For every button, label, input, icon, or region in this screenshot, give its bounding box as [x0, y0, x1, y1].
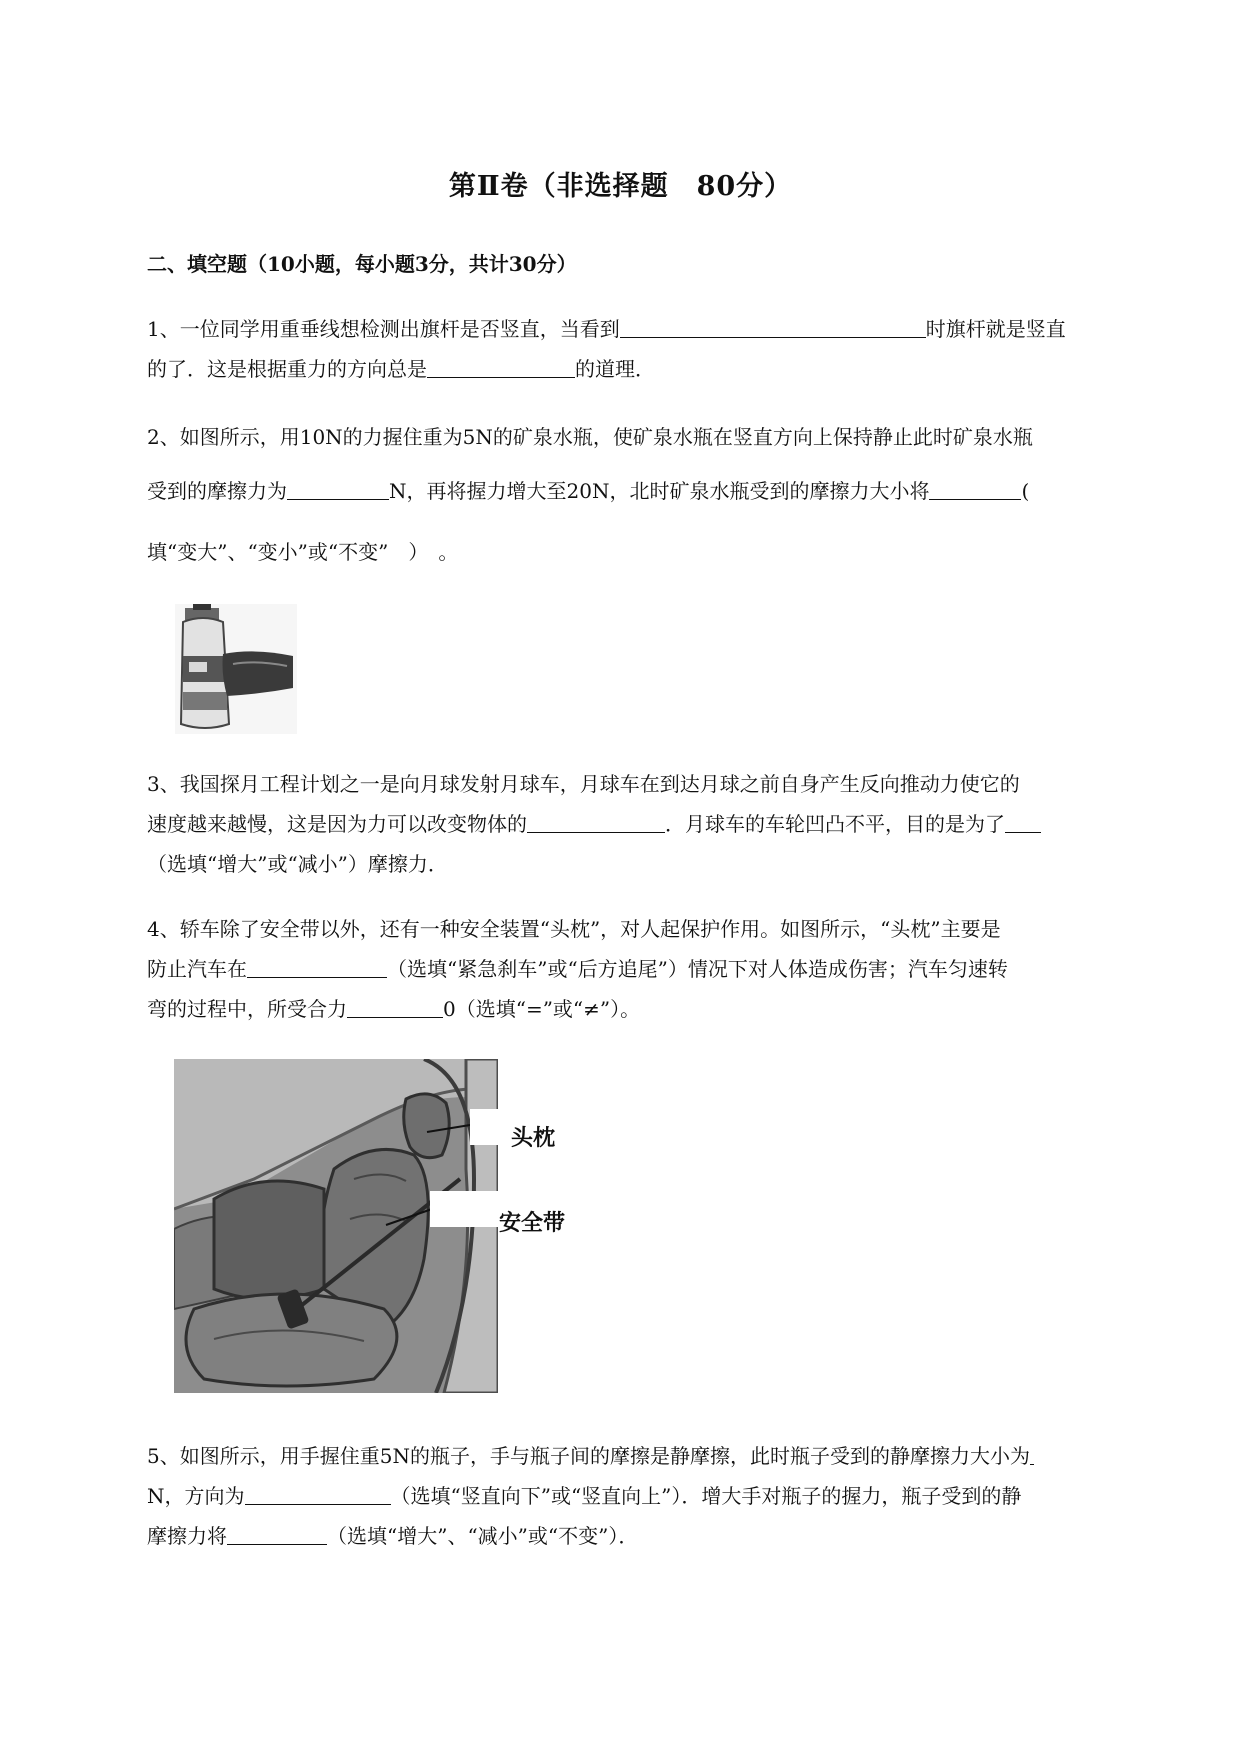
- q2-line-2: [147, 475, 1147, 504]
- q1-text: 时旗杆就是竖直: [925, 317, 1066, 341]
- q2-text: N，再将握力增大至20N，北时矿泉水瓶受到的摩擦力大小将: [389, 479, 930, 503]
- q4-text: 0（选填“=”或“≠”）。: [443, 997, 641, 1021]
- q3-text: 速度越来越慢，这是因为力可以改变物体的: [147, 812, 527, 836]
- seatbelt-label: 安全带: [499, 1211, 566, 1236]
- q4-text: 弯的过程中，所受合力: [147, 997, 347, 1021]
- q5-blank-3[interactable]: [227, 1522, 327, 1545]
- q5-blank-1[interactable]: [1030, 1442, 1034, 1465]
- q4-line-3: [147, 993, 1147, 1022]
- q5-text: （选填“增大”、“减小”或“不变”）．: [327, 1524, 639, 1548]
- q3-blank-2[interactable]: [1005, 810, 1041, 833]
- q3-line-3: （选填“增大”或“减小”）摩擦力．: [147, 852, 448, 876]
- q5-text: 5、如图所示，用手握住重5N的瓶子，手与瓶子间的摩擦是静摩擦，此时瓶子受到的静摩擦力大小为: [147, 1444, 1030, 1468]
- q2-blank-2[interactable]: [929, 477, 1021, 500]
- q1-line-1: [147, 313, 1147, 342]
- q1-blank-1[interactable]: [620, 315, 926, 338]
- q3-text: ．月球车的车轮凹凸不平，目的是为了: [665, 812, 1005, 836]
- q3-line-1: 3、我国探月工程计划之一是向月球发射月球车，月球车在到达月球之前自身产生反向推动力使它的: [147, 772, 1020, 796]
- q5-line-2: [147, 1480, 1147, 1509]
- car-seat-image: [174, 1059, 498, 1393]
- q4-blank-2[interactable]: [347, 995, 443, 1018]
- q1-line-2: [147, 353, 1147, 382]
- q5-text: N，方向为: [147, 1484, 245, 1508]
- q4-line-2: [147, 953, 1147, 982]
- q3-line-2: [147, 808, 1147, 837]
- paper-title: 第Ⅱ卷（非选择题 80分）: [448, 171, 793, 202]
- q1-blank-2[interactable]: [427, 355, 575, 378]
- q3-blank-1[interactable]: [527, 810, 665, 833]
- headrest-label: 头枕: [511, 1126, 556, 1151]
- q2-line-1: 2、如图所示，用10N的力握住重为5N的矿泉水瓶，使矿泉水瓶在竖直方向上保持静止此时矿泉水瓶: [147, 425, 1033, 449]
- q5-blank-2[interactable]: [245, 1482, 391, 1505]
- q5-line-3: [147, 1520, 1147, 1549]
- q1-text: 的了．这是根据重力的方向总是: [147, 357, 427, 381]
- q4-blank-1[interactable]: [247, 955, 387, 978]
- q2-text: 受到的摩擦力为: [147, 479, 287, 503]
- q4-text: （选填“紧急刹车”或“后方追尾”）情况下对人体造成伤害；汽车匀速转: [387, 957, 1008, 981]
- q2-text: (: [1021, 479, 1030, 503]
- q5-line-1: [147, 1440, 1147, 1469]
- q4-text: 防止汽车在: [147, 957, 247, 981]
- section-heading: 二、填空题（10小题，每小题3分，共计30分）: [147, 252, 577, 276]
- q5-text: （选填“竖直向下”或“竖直向上”）．增大手对瓶子的握力，瓶子受到的静: [390, 1484, 1022, 1508]
- q5-text: 摩擦力将: [147, 1524, 227, 1548]
- q2-blank-1[interactable]: [287, 477, 389, 500]
- q1-text: 的道理．: [575, 357, 655, 381]
- bottle-grip-image: [175, 604, 297, 734]
- q2-line-3: 填“变大”、“变小”或“不变” ） 。: [147, 540, 459, 564]
- q1-text: 1、一位同学用重垂线想检测出旗杆是否竖直，当看到: [147, 317, 620, 341]
- q4-line-1: 4、轿车除了安全带以外，还有一种安全装置“头枕”，对人起保护作用。如图所示，“头枕”主要是: [147, 917, 1001, 941]
